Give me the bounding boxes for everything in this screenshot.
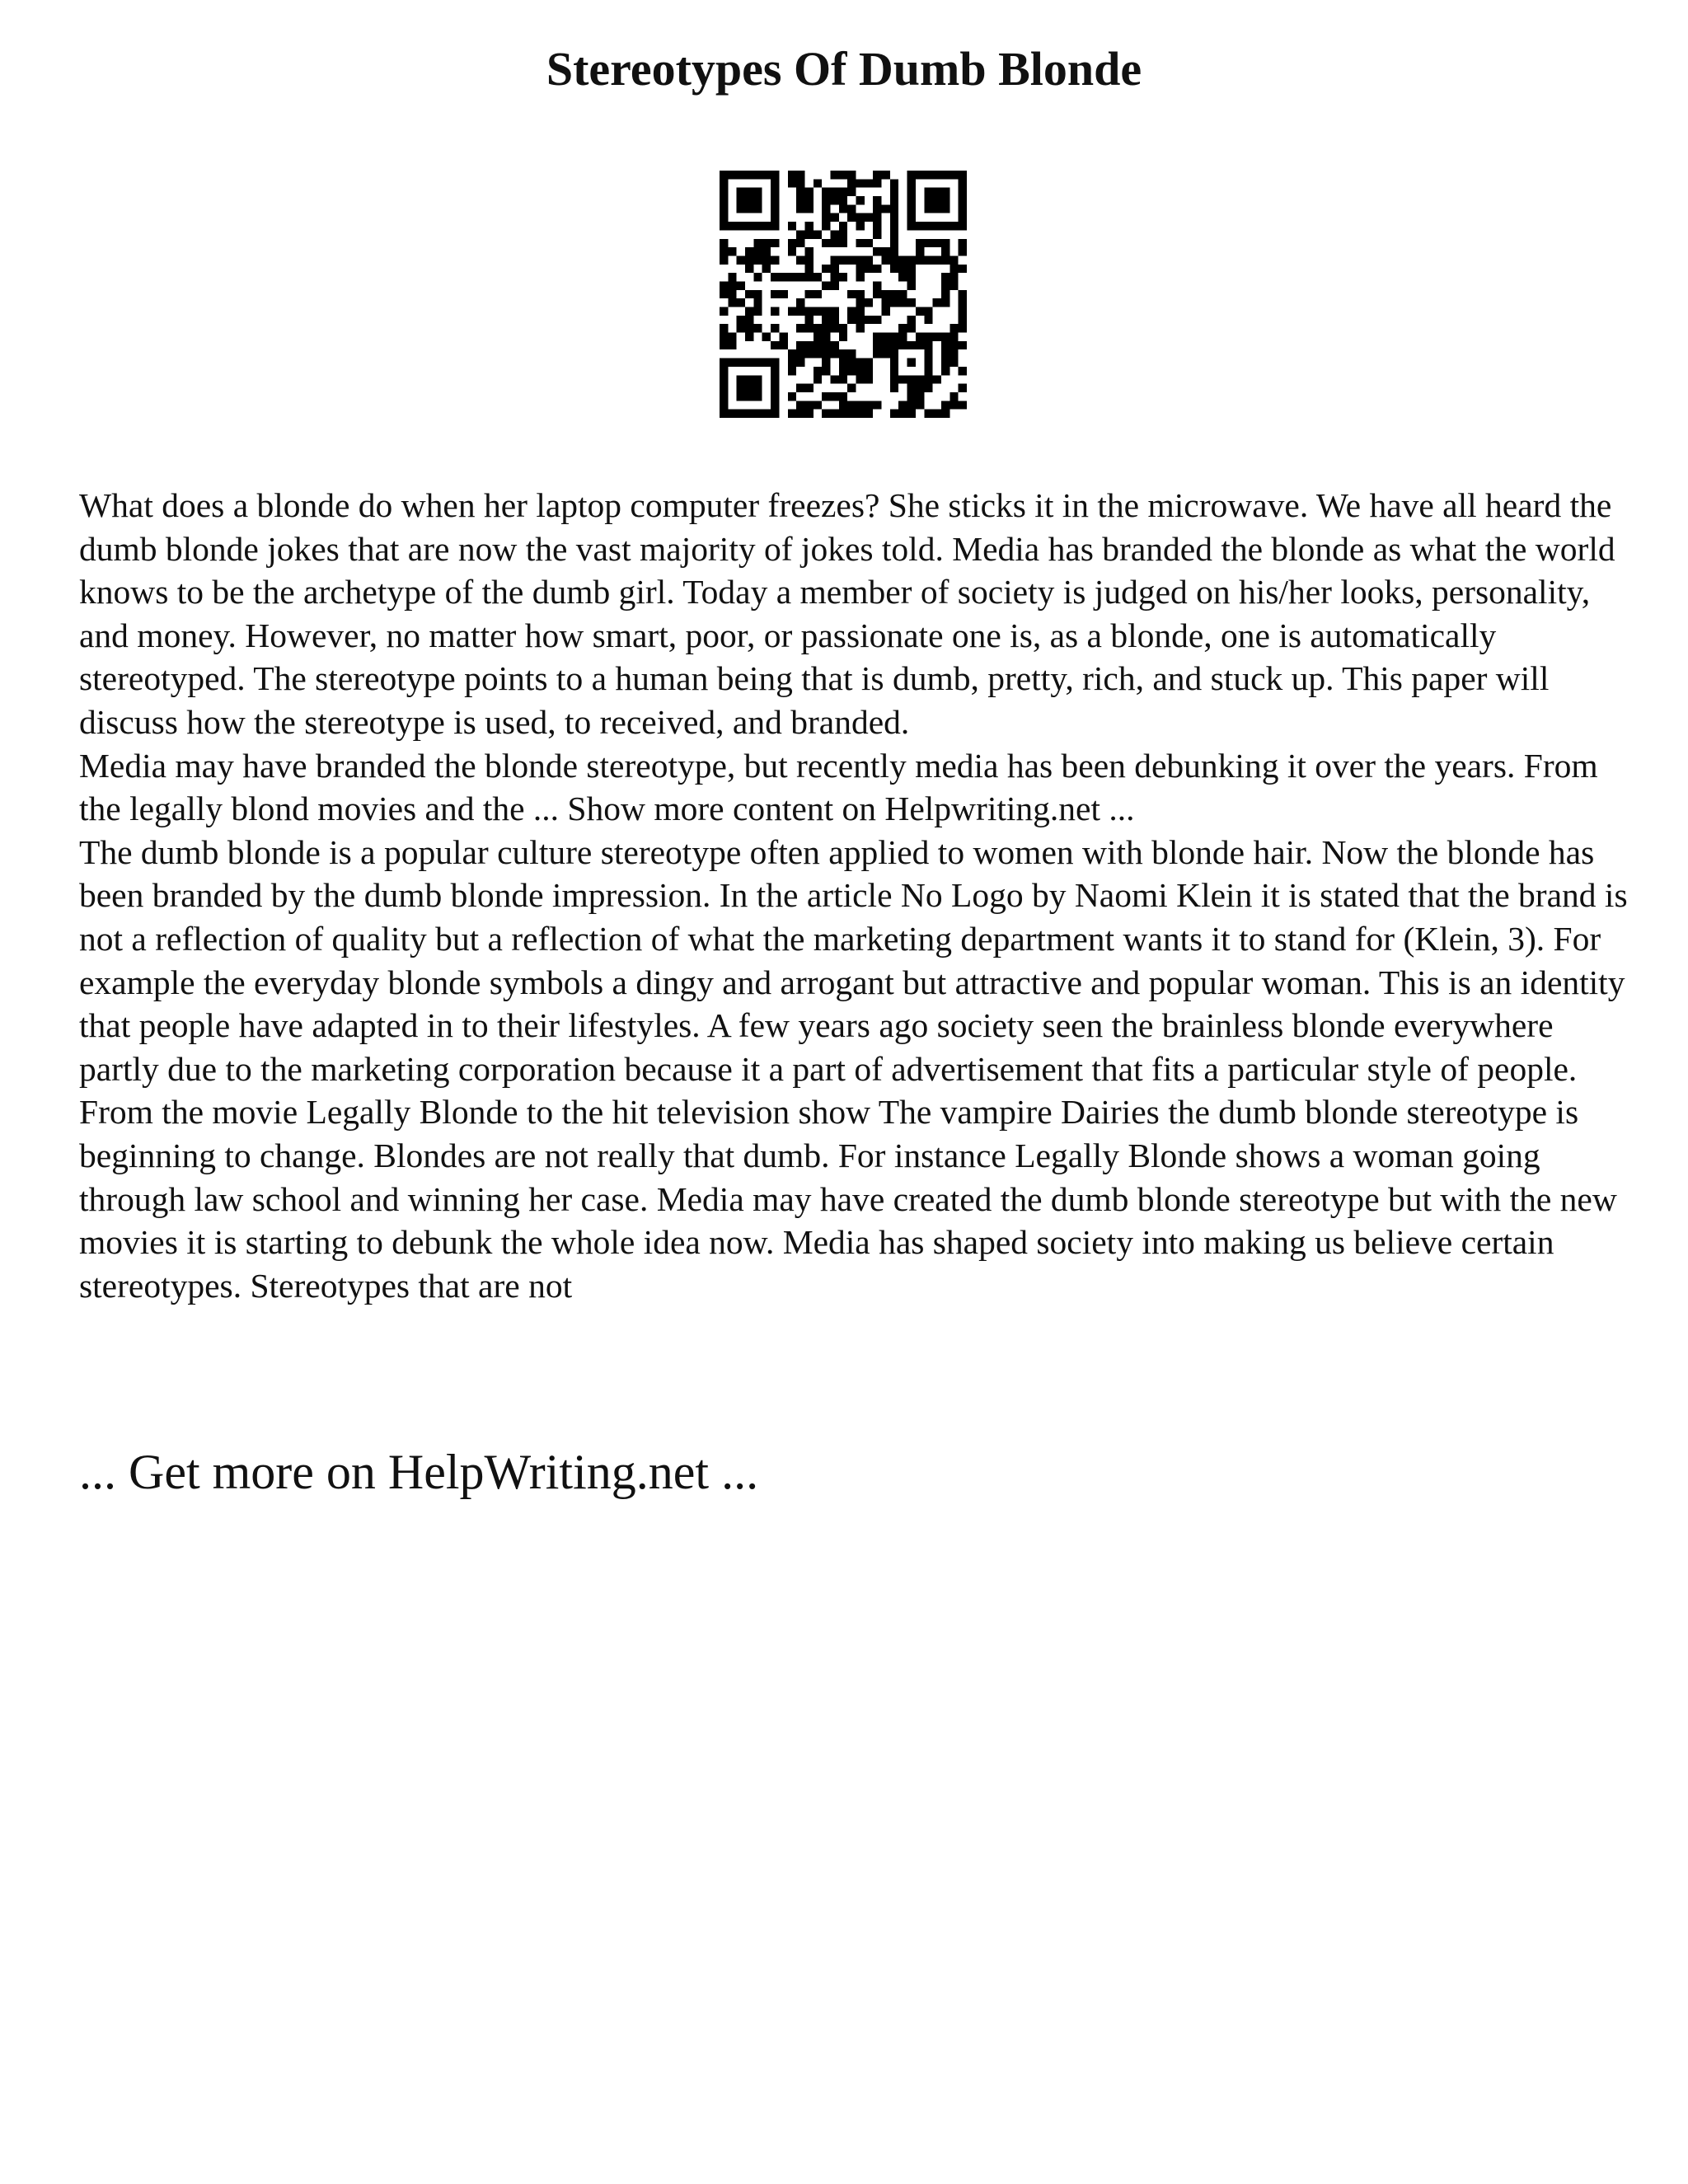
page-title: Stereotypes Of Dumb Blonde bbox=[546, 42, 1142, 96]
qr-code-icon bbox=[720, 171, 967, 418]
article-body bbox=[79, 484, 1629, 1307]
paragraph: What does a blonde do when her laptop computer freezes? She sticks it in the microwave. We have all heard the dumb blonde jokes that are now the vast majority of jokes told. Media has branded the blonde as what the world knows to be the archetype of the dumb girl. Today a member of society is judged on his/her looks, personality, and money. However, no matter how smart, poor, or passionate one is, as a blonde, one is automatically stereotyped. The stereotype points to a human being that is dumb, pretty, rich, and stuck up. This paper will discuss how the stereotype is used, to received, and branded. bbox=[79, 486, 1615, 741]
paragraph: From the movie Legally Blonde to the hit television show The vampire Dairies the dumb blonde stereotype is beginning to change. Blondes are not really that dumb. For instance Legally Blonde shows a woman going through law school and winning her case. Media may have created the dumb blonde stereotype but with the new movies it is starting to debunk the whole idea now. Media has shaped society into making us believe certain stereotypes. Stereotypes that are not bbox=[79, 1093, 1617, 1305]
paragraph: The dumb blonde is a popular culture stereotype often applied to women with blonde hair. Now the blonde has been branded by the dumb blonde impression. In the article No Logo by Naomi Klein it is stated that the brand is not a reflection of quality but a reflection of what the marketing department wants it to stand for (Klein, 3). For example the everyday blonde symbols a dingy and arrogant but attractive and popular woman. This is an identity that people have adapted in to their lifestyles. A few years ago society seen the brainless blonde everywhere partly due to the marketing corporation because it a part of advertisement that fits a particular style of people. bbox=[79, 832, 1628, 1088]
paragraph: Media may have branded the blonde stereotype, but recently media has been debunking it over the years. From the legally blond movies and the ... Show more content on Helpwriting.net ... bbox=[79, 746, 1598, 828]
get-more-link[interactable]: ... Get more on HelpWriting.net ... bbox=[79, 1445, 759, 1499]
